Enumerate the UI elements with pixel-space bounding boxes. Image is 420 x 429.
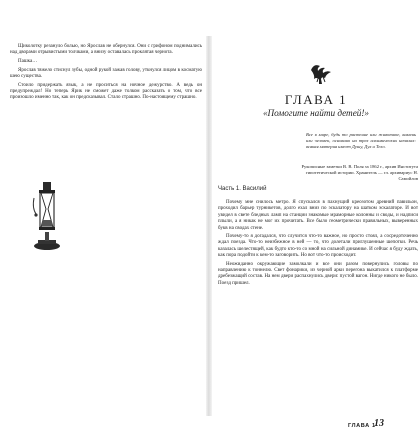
paragraph: Почему-то я догадался, что случится что-то важное, но просто стоял, а сосредоточенно ждал поезда. Что-то неизбежное в ней — то, что долетали приглушенные шепотки. Речь казалась шелестящей, как будто кто-то со мной на сильной динамике. И сейчас я буду ждать, как пора подойти к кем-то заговорить. Но вот что-то происходит. bbox=[218, 234, 418, 259]
dragon-ornament-icon bbox=[308, 60, 334, 86]
epigraph: Все в мире, будь то растение или животное, камень или человек, основано на трех алхимических началах: всякая материя имеет Душу, Дух и Тело. bbox=[306, 132, 416, 149]
left-page bbox=[6, 40, 206, 410]
paragraph: Пашка… bbox=[18, 59, 38, 64]
chapter-subtitle: «Помогите найти детей!» bbox=[262, 108, 370, 118]
left-page-text bbox=[10, 44, 202, 104]
paragraph: Почему мне снилось метро. Я спускался в пахнущий креозотом древний павильон, проходил барьер турникетов, долго ехал вниз по эскалатору на шатком эскалаторе. И вот увидел в свете бледных ламп на станции знакомые мраморные колонны и своды, и надписи плыли, а я никак не мог их прочитать. Все было геометрически правильных, выверенных букв на сводах стене. bbox=[218, 200, 418, 231]
paragraph: Неожиданно окружающие замолкали и все они разом повернулись головы по направлению к тоннелю. Свет фонарики, из черной арки перегона выкатился к платформе дребезжащий состав. На нем двери распахнулись двери: пустой вагон. Нигде никого не было. Поезд пришел. bbox=[218, 261, 418, 286]
right-page bbox=[212, 40, 420, 429]
part-label: Часть 1. Василий bbox=[218, 186, 267, 192]
paragraph: Щиколотку резануло болью, но Ярослав не обернулся. Они с грифоном поднимались над дворами отрывистыми толчками, а внизу оставалась проклятая чернота. bbox=[10, 44, 202, 56]
hourglass-illustration bbox=[30, 180, 64, 252]
page-number: 13 bbox=[374, 418, 384, 429]
chapter-title: ГЛАВА 1 bbox=[284, 92, 348, 107]
right-page-text bbox=[218, 200, 418, 289]
epigraph-source: Рукописные заметки В. В. Поля за 1862 г., архив Института гипотетической истории. Хранитель — гл. архивариус Н. Самойлов bbox=[301, 164, 418, 181]
paragraph: Стоило придержать язык, а не проситься на ночное дежурство. А ведь он предупреждал! Но теперь Ярик не сможет даже толком рассказать о том, что все произошло именно так, как он предсказывал. Стало страшно. По-настоящему страшно. bbox=[10, 82, 202, 101]
paragraph: Ярослав тяжело стиснул зубы, одной рукой зажав голову, уткнулся лицом в косматую шею существа. bbox=[10, 67, 202, 79]
running-head: ГЛАВА 1 bbox=[348, 423, 376, 429]
